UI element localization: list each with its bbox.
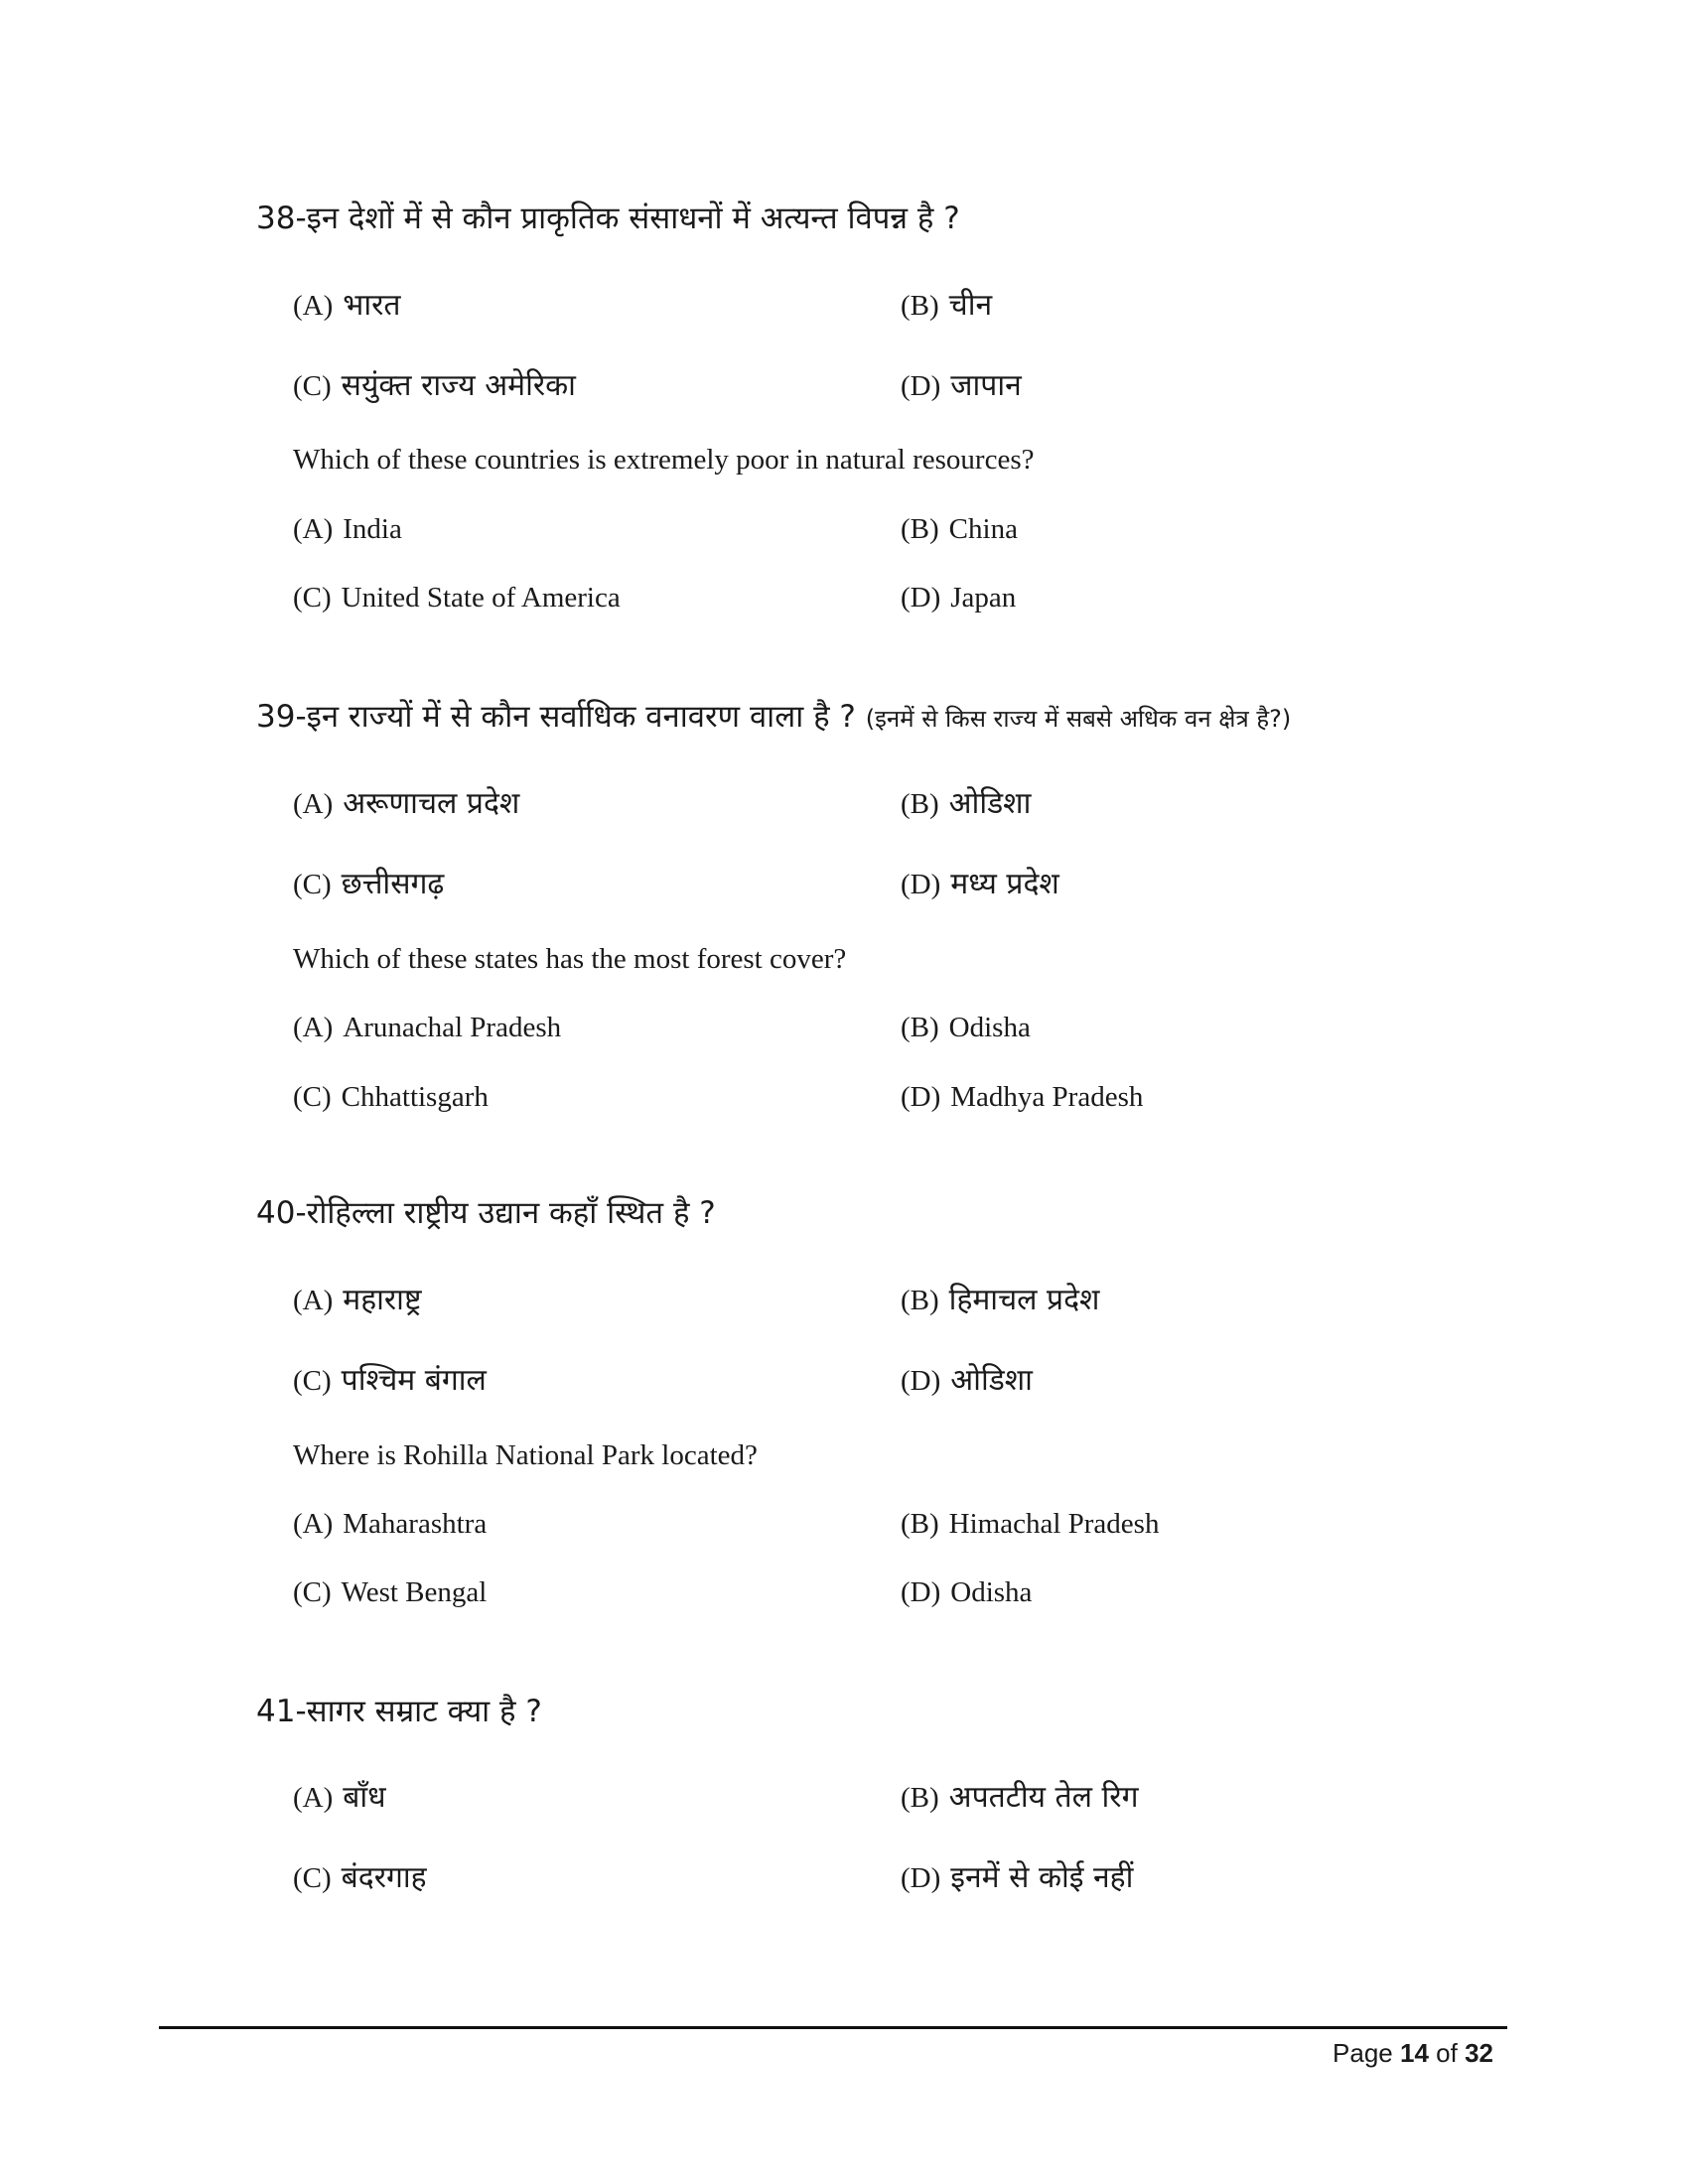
q41-hindi-option-d: (D) इनमें से कोई नहीं bbox=[901, 1860, 1134, 1895]
of-label: of bbox=[1436, 2038, 1458, 2068]
q39-hindi-option-b: (B) ओडिशा bbox=[901, 786, 1032, 821]
question-number: 38- bbox=[256, 201, 307, 236]
footer-divider bbox=[159, 2026, 1507, 2029]
q38-hindi-option-c: (C) सयुंक्त राज्य अमेरिका bbox=[293, 368, 576, 403]
q40-hindi-option-c: (C) पश्चिम बंगाल bbox=[293, 1363, 487, 1398]
q39-english-option-b: (B) Odisha bbox=[901, 1012, 1031, 1043]
q41-hindi-option-b: (B) अपतटीय तेल रिग bbox=[901, 1780, 1139, 1815]
q38-hindi-option-a: (A) भारत bbox=[293, 288, 401, 323]
question-41-hindi bbox=[256, 1690, 542, 1731]
question-note: (इनमें से किस राज्य में सबसे अधिक वन क्षेत्र है?) bbox=[865, 705, 1292, 733]
q40-english-option-a: (A) Maharashtra bbox=[293, 1508, 488, 1540]
page-label: Page bbox=[1333, 2038, 1393, 2068]
q40-hindi-option-b: (B) हिमाचल प्रदेश bbox=[901, 1283, 1100, 1317]
question-40-hindi bbox=[256, 1191, 716, 1233]
q38-english-option-b: (B) China bbox=[901, 513, 1018, 545]
q40-hindi-option-d: (D) ओडिशा bbox=[901, 1363, 1033, 1398]
page-current: 14 bbox=[1400, 2038, 1429, 2068]
q39-hindi-option-c: (C) छत्तीसगढ़ bbox=[293, 867, 445, 901]
q40-hindi-option-a: (A) महाराष्ट्र bbox=[293, 1283, 422, 1317]
q39-hindi-option-a: (A) अरूणाचल प्रदेश bbox=[293, 786, 520, 821]
q38-hindi-option-b: (B) चीन bbox=[901, 288, 993, 323]
question-39-english: Which of these states has the most forest cover? bbox=[293, 943, 847, 975]
question-number: 39- bbox=[256, 699, 307, 735]
q39-hindi-option-d: (D) मध्य प्रदेश bbox=[901, 867, 1059, 901]
q40-english-option-b: (B) Himachal Pradesh bbox=[901, 1508, 1160, 1540]
q38-english-option-a: (A) India bbox=[293, 513, 402, 545]
question-39-hindi bbox=[256, 695, 1291, 737]
question-text: रोहिल्ला राष्ट्रीय उद्यान कहाँ स्थित है ? bbox=[306, 1195, 716, 1231]
q40-english-option-d: (D) Odisha bbox=[901, 1576, 1033, 1608]
q40-english-option-c: (C) West Bengal bbox=[293, 1576, 488, 1608]
question-number: 40- bbox=[256, 1195, 307, 1231]
page-number bbox=[1333, 2038, 1493, 2069]
question-text: इन देशों में से कौन प्राकृतिक संसाधनों में अत्यन्त विपन्न है ? bbox=[306, 201, 960, 236]
question-text: सागर सम्राट क्या है ? bbox=[306, 1694, 542, 1729]
q41-hindi-option-c: (C) बंदरगाह bbox=[293, 1860, 427, 1895]
q39-english-option-c: (C) Chhattisgarh bbox=[293, 1081, 489, 1113]
question-38-english: Which of these countries is extremely poor in natural resources? bbox=[293, 444, 1035, 476]
question-number: 41- bbox=[256, 1694, 307, 1729]
question-40-english: Where is Rohilla National Park located? bbox=[293, 1439, 758, 1471]
q39-english-option-a: (A) Arunachal Pradesh bbox=[293, 1012, 562, 1043]
q39-english-option-d: (D) Madhya Pradesh bbox=[901, 1081, 1144, 1113]
q41-hindi-option-a: (A) बाँध bbox=[293, 1780, 386, 1815]
q38-english-option-d: (D) Japan bbox=[901, 582, 1017, 614]
q38-hindi-option-d: (D) जापान bbox=[901, 368, 1022, 403]
question-text: इन राज्यों में से कौन सर्वाधिक वनावरण वाला है ? bbox=[306, 699, 856, 735]
page-total: 32 bbox=[1465, 2038, 1493, 2068]
q38-english-option-c: (C) United State of America bbox=[293, 582, 621, 614]
question-38-hindi bbox=[256, 197, 960, 238]
